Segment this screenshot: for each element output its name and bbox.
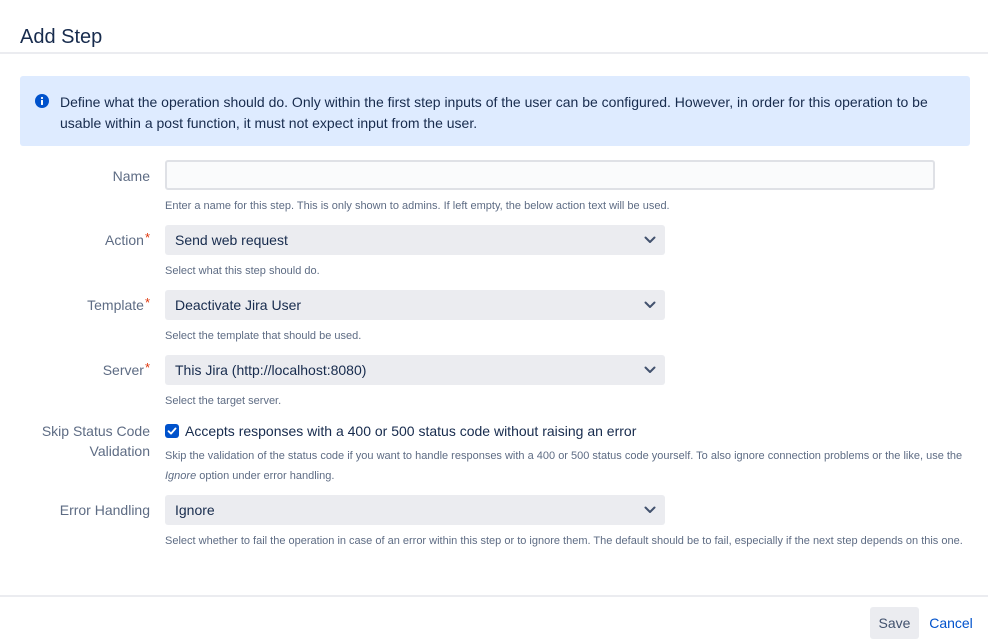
info-text: Define what the operation should do. Only within the first step inputs of the user can be configured. However, in order for this operation to be usable within a post function, it must not expect input from the user. xyxy=(60,94,928,131)
name-input[interactable] xyxy=(165,160,935,190)
template-select[interactable] xyxy=(165,290,665,320)
info-message xyxy=(20,76,970,146)
action-select[interactable] xyxy=(165,225,665,255)
required-marker: * xyxy=(144,295,150,310)
template-label-text: Template xyxy=(87,297,144,313)
save-button[interactable]: Save xyxy=(870,607,919,639)
server-label-text: Server xyxy=(102,362,144,378)
chevron-down-icon xyxy=(643,363,657,377)
skip-status-help xyxy=(165,446,965,486)
cancel-button[interactable]: Cancel xyxy=(924,607,978,639)
skip-status-help-text-end: option under error handling. xyxy=(196,470,335,482)
info-icon xyxy=(35,94,49,108)
dialog-header xyxy=(0,0,988,54)
skip-status-help-text: Skip the validation of the status code if you want to handle responses with a 400 or 500 status code yourself. To also ignore connection problems or the like, use the xyxy=(165,450,963,462)
error-handling-select[interactable] xyxy=(165,495,665,525)
action-label-text: Action xyxy=(105,232,144,248)
check-icon xyxy=(167,426,177,436)
template-help: Select the template that should be used. xyxy=(165,330,362,342)
name-help: Enter a name for this step. This is only shown to admins. If left empty, the below action text will be used. xyxy=(165,200,670,212)
server-select[interactable] xyxy=(165,355,665,385)
required-marker: * xyxy=(144,230,150,245)
error-handling-label: Error Handling xyxy=(59,502,150,518)
name-label xyxy=(113,166,150,186)
action-help: Select what this step should do. xyxy=(165,265,320,277)
chevron-down-icon xyxy=(643,298,657,312)
server-select-value: This Jira (http://localhost:8080) xyxy=(175,362,367,378)
action-label xyxy=(105,230,150,251)
dialog-footer xyxy=(0,595,988,644)
dialog-title: Add Step xyxy=(20,26,103,48)
template-label xyxy=(87,295,150,316)
chevron-down-icon xyxy=(643,503,657,517)
skip-status-checkbox-label[interactable]: Accepts responses with a 400 or 500 status code without raising an error xyxy=(185,423,637,439)
required-marker: * xyxy=(144,360,150,375)
error-handling-help: Select whether to fail the operation in case of an error within this step or to ignore them. The default should be to fail, especially if the next step depends on this one. xyxy=(165,535,963,547)
skip-status-label: Skip Status Code Validation xyxy=(41,423,150,459)
error-handling-select-value: Ignore xyxy=(175,502,215,518)
ignore-option-emphasis: Ignore xyxy=(165,470,197,482)
name-label-text: Name xyxy=(112,168,150,184)
server-help: Select the target server. xyxy=(165,395,282,407)
skip-status-checkbox[interactable] xyxy=(165,424,179,438)
action-select-value: Send web request xyxy=(175,232,288,248)
server-label xyxy=(103,360,150,381)
template-select-value: Deactivate Jira User xyxy=(175,297,302,313)
chevron-down-icon xyxy=(643,233,657,247)
